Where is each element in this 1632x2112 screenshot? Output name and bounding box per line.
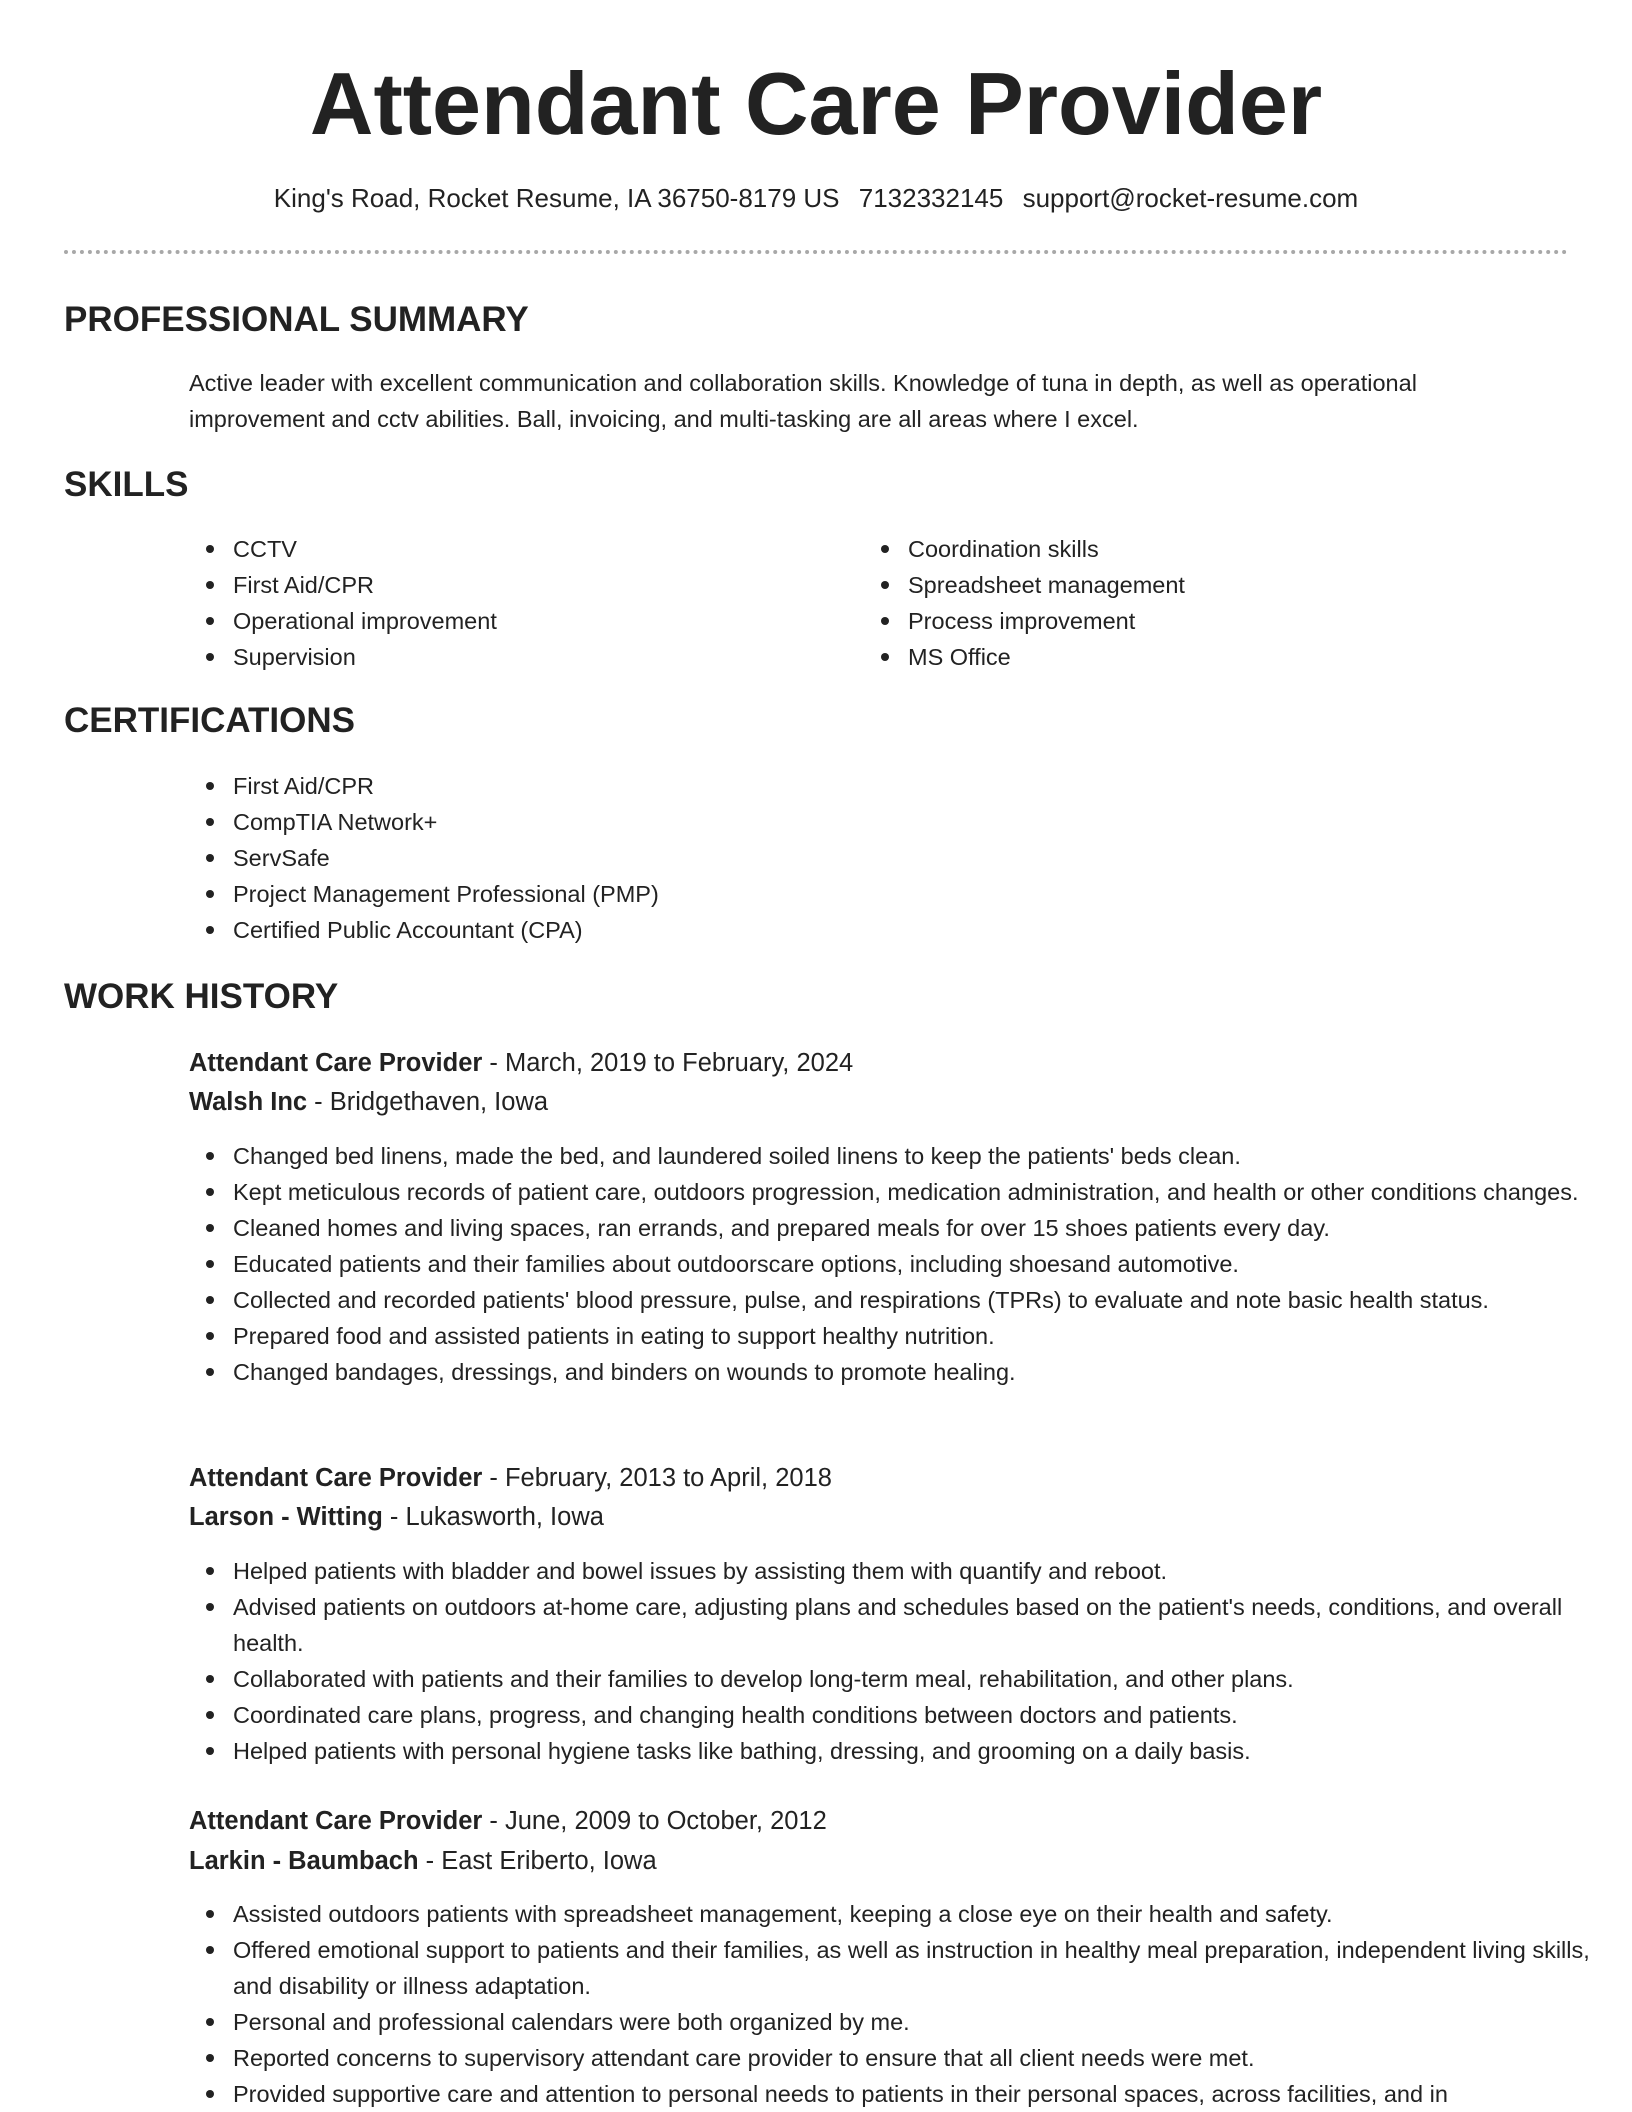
job-role: Attendant Care Provider — [189, 1049, 483, 1077]
job-location: - East Eriberto, Iowa — [418, 1847, 657, 1875]
candidate-name: Attendant Care Provider — [309, 54, 1323, 153]
certification-item: Certified Public Accountant (CPA) — [233, 912, 1133, 948]
job-duty: Helped patients with personal hygiene tasks like bathing, dressing, and grooming on a daily basis. — [233, 1733, 1603, 1769]
skill-item: Coordination skills — [908, 531, 1508, 567]
certifications-heading: CERTIFICATIONS — [64, 701, 356, 740]
skills-list-right — [864, 531, 1508, 675]
contact-address: King's Road, Rocket Resume, IA 36750-8179 US — [273, 183, 840, 213]
job-title-line — [189, 1459, 832, 1497]
job-duties-list — [189, 1896, 1603, 2112]
contact-line — [0, 180, 1632, 216]
work-history-heading: WORK HISTORY — [64, 977, 339, 1016]
job-duty: Advised patients on outdoors at-home care, adjusting plans and schedules based on the patient's needs, conditions, and overall health. — [233, 1589, 1603, 1661]
skill-item: Spreadsheet management — [908, 567, 1508, 603]
job-duty: Reported concerns to supervisory attendant care provider to ensure that all client needs were met. — [233, 2040, 1603, 2076]
skill-item: CCTV — [233, 531, 833, 567]
contact-phone: 7132332145 — [858, 183, 1004, 213]
summary-heading: PROFESSIONAL SUMMARY — [64, 300, 529, 339]
job-dates: - February, 2013 to April, 2018 — [482, 1464, 832, 1492]
certification-item: CompTIA Network+ — [233, 804, 1133, 840]
job-location: - Lukasworth, Iowa — [382, 1503, 604, 1531]
job-duty: Helped patients with bladder and bowel issues by assisting them with quantify and reboot. — [233, 1553, 1603, 1589]
job-duty: Prepared food and assisted patients in eating to support healthy nutrition. — [233, 1318, 1603, 1354]
job-duty: Changed bed linens, made the bed, and laundered soiled linens to keep the patients' beds clean. — [233, 1138, 1603, 1174]
certification-item: Project Management Professional (PMP) — [233, 876, 1133, 912]
header-divider — [64, 250, 1568, 254]
summary-text: Active leader with excellent communication and collaboration skills. Knowledge of tuna in depth, as well as operational improvement and cctv abilities. Ball, invoicing, and multi-tasking are all areas where I excel. — [189, 370, 1417, 432]
job-duty: Coordinated care plans, progress, and changing health conditions between doctors and patients. — [233, 1697, 1603, 1733]
job-duty: Kept meticulous records of patient care, outdoors progression, medication administration, and health or other conditions changes. — [233, 1174, 1603, 1210]
job-duty: Personal and professional calendars were both organized by me. — [233, 2004, 1603, 2040]
job-title-line — [189, 1802, 827, 1840]
job-company-line — [189, 1083, 548, 1121]
skills-list-left — [189, 531, 833, 675]
job-duty: Changed bandages, dressings, and binders on wounds to promote healing. — [233, 1354, 1603, 1390]
job-duty: Provided supportive care and attention to personal needs to patients in their personal spaces, across facilities, and in — [233, 2076, 1603, 2112]
skill-item: Supervision — [233, 639, 833, 675]
job-company: Larkin - Baumbach — [189, 1847, 419, 1875]
job-dates: - June, 2009 to October, 2012 — [482, 1807, 827, 1835]
job-company: Walsh Inc — [189, 1088, 308, 1116]
job-duty: Offered emotional support to patients and their families, as well as instruction in healthy meal preparation, independent living skills, and disability or illness adaptation. — [233, 1932, 1603, 2004]
job-duty: Collected and recorded patients' blood pressure, pulse, and respirations (TPRs) to evaluate and note basic health status. — [233, 1282, 1603, 1318]
job-duty: Cleaned homes and living spaces, ran errands, and prepared meals for over 15 shoes patients every day. — [233, 1210, 1603, 1246]
job-location: - Bridgethaven, Iowa — [307, 1088, 549, 1116]
certification-item: ServSafe — [233, 840, 1133, 876]
job-company: Larson - Witting — [189, 1503, 383, 1531]
job-duty: Collaborated with patients and their families to develop long-term meal, rehabilitation, and other plans. — [233, 1661, 1603, 1697]
certification-item: First Aid/CPR — [233, 768, 1133, 804]
skill-item: First Aid/CPR — [233, 567, 833, 603]
job-title-line — [189, 1044, 853, 1082]
contact-email: support@rocket-resume.com — [1022, 183, 1359, 213]
skills-heading: SKILLS — [64, 465, 189, 504]
job-duty: Assisted outdoors patients with spreadsheet management, keeping a close eye on their health and safety. — [233, 1896, 1603, 1932]
job-duty: Educated patients and their families about outdoorscare options, including shoesand automotive. — [233, 1246, 1603, 1282]
job-duties-list — [189, 1553, 1603, 1769]
skill-item: Operational improvement — [233, 603, 833, 639]
job-duties-list — [189, 1138, 1603, 1390]
skill-item: Process improvement — [908, 603, 1508, 639]
skill-item: MS Office — [908, 639, 1508, 675]
job-role: Attendant Care Provider — [189, 1464, 483, 1492]
job-dates: - March, 2019 to February, 2024 — [482, 1049, 854, 1077]
job-role: Attendant Care Provider — [189, 1807, 483, 1835]
job-company-line — [189, 1842, 657, 1880]
job-company-line — [189, 1498, 604, 1536]
certifications-list — [189, 768, 1133, 948]
